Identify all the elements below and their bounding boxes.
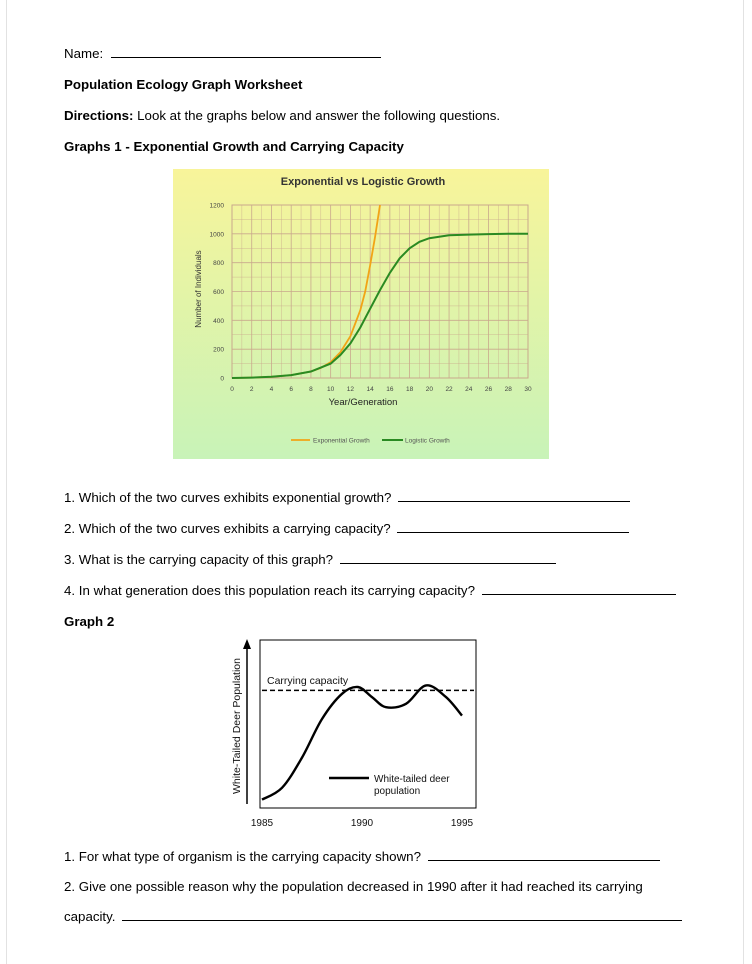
graph1-y-tick-label: 1200: [209, 202, 224, 210]
graph1-y-tick-label: 600: [213, 289, 224, 296]
graph1-x-tick-label: 18: [405, 386, 414, 393]
graph1-x-label: Year/Generation: [328, 397, 398, 408]
graph1-y-label: Number of Individuals: [194, 250, 203, 328]
directions-label: Directions:: [64, 108, 134, 123]
question1-1: [64, 490, 630, 505]
answer2-1-blank[interactable]: [428, 859, 660, 861]
graph2-legend-label-line2: population: [374, 786, 421, 797]
worksheet-title: Population Ecology Graph Worksheet: [64, 77, 303, 92]
graph1-y-tick-label: 800: [213, 260, 224, 268]
answer1-4-blank[interactable]: [482, 593, 676, 595]
name-line: [64, 46, 381, 61]
graph2-x-tick-label: 1995: [450, 818, 474, 829]
graph1-background: [173, 169, 549, 459]
graph1-x-tick-label: 28: [504, 386, 512, 393]
graph1-x-tick-label: 8: [309, 386, 313, 393]
legend-label-logistic: Logistic Growth: [405, 437, 450, 445]
graph2-x-tick-label: 1985: [250, 818, 274, 829]
graph1-y-tick-label: 1000: [209, 231, 224, 239]
graph1-x-tick-label: 14: [366, 386, 374, 393]
graph2-x-tick-label: 1990: [350, 818, 374, 829]
question2-1-text: 1. For what type of organism is the carrying capacity shown?: [64, 849, 421, 864]
question2-2-cont: [64, 909, 682, 924]
graph1-x-tick-label: 6: [289, 386, 294, 393]
answer1-2-blank[interactable]: [397, 531, 629, 533]
worksheet-page: [6, 0, 744, 964]
question2-2: 2. Give one possible reason why the population decreased in 1990 after it had reached its carrying: [64, 879, 643, 894]
directions-text: Look at the graphs below and answer the following questions.: [133, 108, 501, 123]
answer1-1-blank[interactable]: [398, 500, 630, 502]
graph2-legend-label-line1: White-tailed deer: [374, 774, 450, 785]
graph1-x-tick-label: 24: [465, 386, 473, 393]
graph1-x-tick-label: 20: [425, 386, 433, 393]
graph2-x-ticks: [251, 818, 474, 829]
graph1-x-tick-label: 10: [327, 386, 335, 393]
graph1-x-tick-label: 16: [386, 386, 394, 393]
graph1-chart: [173, 169, 549, 459]
question1-1-text: 1. Which of the two curves exhibits exponential growth?: [64, 490, 392, 505]
question1-4-text: 4. In what generation does this population reach its carrying capacity?: [64, 583, 475, 598]
question1-2-text: 2. Which of the two curves exhibits a carrying capacity?: [64, 521, 391, 536]
graph2-y-arrow-icon: [243, 639, 251, 649]
graph1-y-tick-label: 0: [220, 375, 224, 383]
carrying-capacity-label: Carrying capacity: [267, 675, 349, 687]
graph2-chart: [222, 636, 492, 832]
graph1-x-tick-label: 12: [346, 386, 355, 393]
question2-1: [64, 849, 660, 864]
graph1-x-tick-label: 30: [524, 386, 532, 393]
graph1-y-tick-label: 400: [213, 317, 224, 325]
question1-3: [64, 552, 556, 567]
question1-2: [64, 521, 629, 536]
directions: [64, 108, 500, 123]
graph1-y-tick-label: 200: [213, 346, 224, 354]
graph1-x-tick-label: 4: [269, 386, 274, 393]
question1-3-text: 3. What is the carrying capacity of this graph?: [64, 552, 334, 567]
graph1-title: Exponential vs Logistic Growth: [280, 176, 446, 188]
name-blank[interactable]: [111, 56, 381, 58]
graph1-heading: Graphs 1 - Exponential Growth and Carrying Capacity: [64, 139, 404, 154]
graph2-heading: Graph 2: [64, 614, 115, 629]
answer2-2-blank[interactable]: [122, 919, 682, 921]
legend-label-exponential: Exponential Growth: [313, 437, 370, 445]
question1-4: [64, 583, 676, 598]
question2-2-cont-text: capacity.: [64, 909, 116, 924]
graph1-x-tick-label: 22: [445, 386, 453, 393]
graph1-x-tick-label: 2: [249, 386, 254, 393]
graph2-y-label: White-Tailed Deer Population: [231, 658, 243, 794]
answer1-3-blank[interactable]: [340, 562, 556, 564]
graph1-x-tick-label: 26: [484, 386, 493, 393]
graph1-x-tick-label: 0: [230, 386, 234, 393]
name-label: Name:: [64, 46, 104, 61]
